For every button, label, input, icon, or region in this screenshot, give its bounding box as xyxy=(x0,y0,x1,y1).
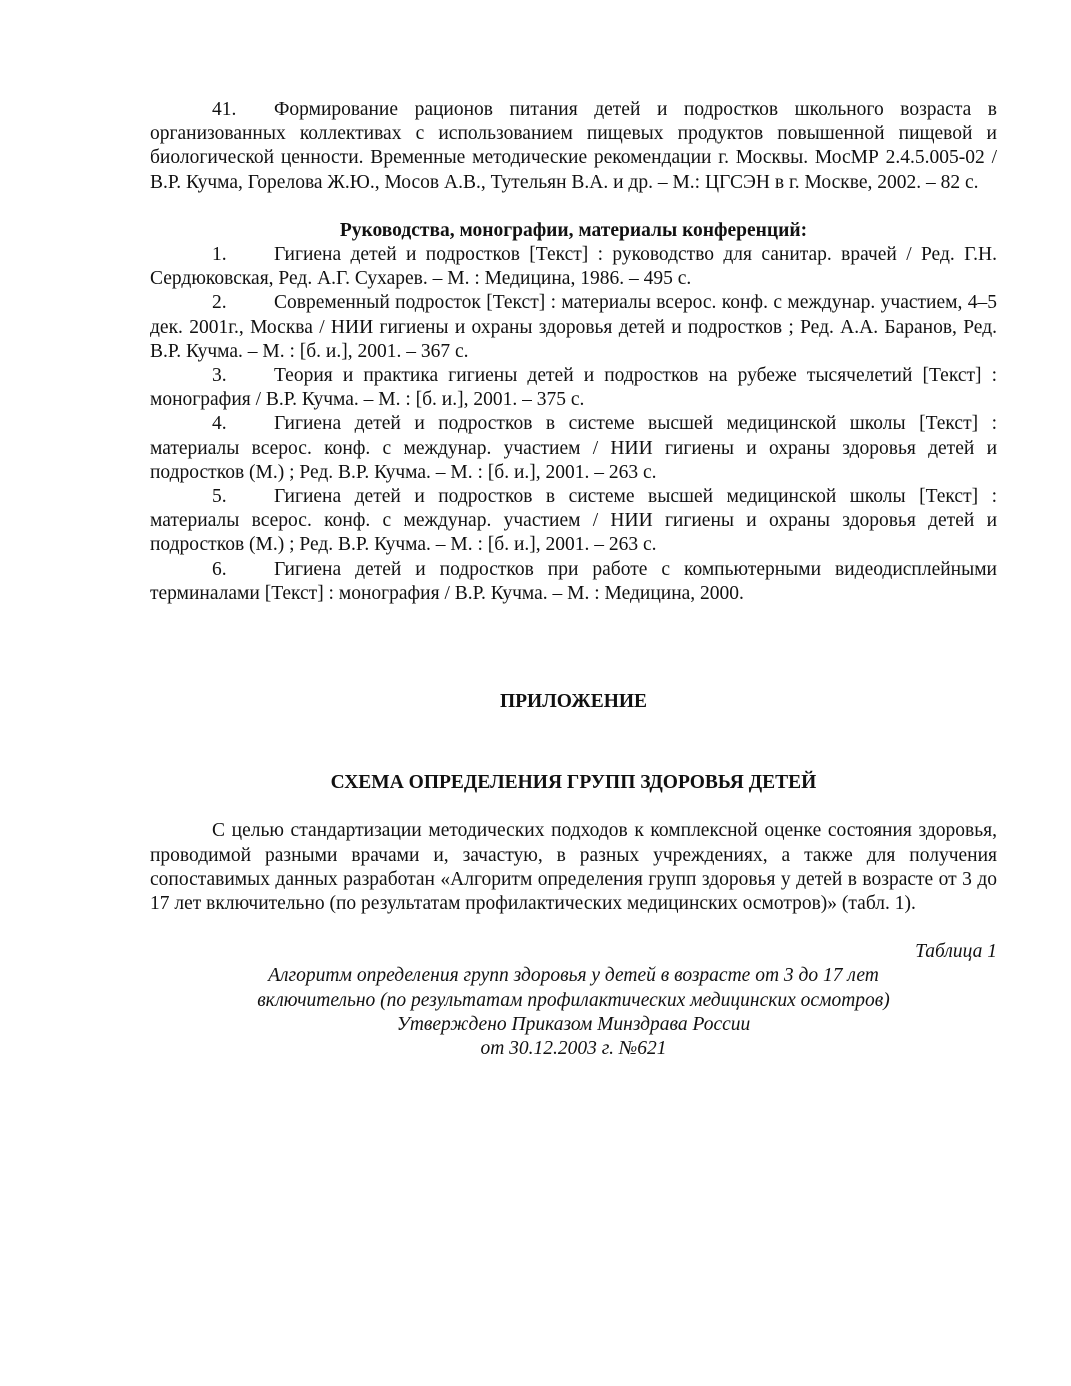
guide-text: Современный подросток [Текст] : материалы всерос. конф. с междунар. участием, 4–5 дек. 2001г., Москва / НИИ гигиены и охраны здоровья детей и подростков ; Ред. А.А. Баранов, Ред. В.Р. Кучма. – М. : [б. и.], 2001. – 367 с. xyxy=(150,292,997,362)
guide-number: 2. xyxy=(212,292,227,314)
reference-number: 41. xyxy=(212,99,237,120)
guide-text: Гигиена детей и подростков в системе высшей медицинской школы [Текст] : материалы всерос. конф. с междунар. участием / НИИ гигиены и охраны здоровья детей и подростков (М.) ; Ред. В.Р. Кучма. – М. : [б. и.], 2001. – 263 с. xyxy=(150,413,997,483)
guide-text: Гигиена детей и подростков в системе высшей медицинской школы [Текст] : материалы всерос. конф. с междунар. участием / НИИ гигиены и охраны здоровья детей и подростков (М.) ; Ред. В.Р. Кучма. – М. : [б. и.], 2001. – 263 с. xyxy=(150,486,997,556)
guide-text: Теория и практика гигиены детей и подростков на рубеже тысячелетий [Текст] : монография / В.Р. Кучма. – М. : [б. и.], 2001. – 375 с. xyxy=(150,365,997,411)
table-label: Таблица 1 xyxy=(915,941,997,963)
guide-entry-6 xyxy=(150,558,997,606)
reference-entry-41 xyxy=(150,98,997,195)
reference-text: Формирование рационов питания детей и подростков школьного возраста в организованных коллективах с использованием пищевых продуктов повышенной пищевой и биологической ценности. Временные методические рекомендации г. Москвы. МосМР 2.4.5.005-02 / В.Р. Кучма, Горелова Ж.Ю., Мосов А.В., Тутельян В.А. и др. – М.: ЦГСЭН в г. Москве, 2002. – 82 с. xyxy=(150,99,997,193)
caption-line-3: Утверждено Приказом Минздрава России xyxy=(396,1013,751,1035)
appendix-paragraph: С целью стандартизации методических подходов к комплексной оценке состояния здоровья, проводимой разными врачами и, зачастую, в разных учреждениях, а также для получения сопоставимых данных разработан «Алгоритм определения групп здоровья у детей в возрасте от 3 до 17 лет включительно (по результатам профилактических медицинских осмотров)» (табл. 1). xyxy=(150,820,997,915)
table-caption xyxy=(150,964,997,1061)
guide-number: 3. xyxy=(212,365,227,387)
guide-number: 5. xyxy=(212,486,227,508)
guide-number: 1. xyxy=(212,244,227,266)
guide-entry-1 xyxy=(150,243,997,291)
appendix-subtitle: СХЕМА ОПРЕДЕЛЕНИЯ ГРУПП ЗДОРОВЬЯ ДЕТЕЙ xyxy=(330,772,817,794)
document-page xyxy=(150,98,997,1061)
guide-text: Гигиена детей и подростков при работе с компьютерными видеодисплейными терминалами [Текст] : монография / В.Р. Кучма. – М. : Медицина, 2000. xyxy=(150,558,997,604)
guide-entry-3 xyxy=(150,364,997,412)
caption-line-1: Алгоритм определения групп здоровья у детей в возрасте от 3 до 17 лет xyxy=(268,965,879,987)
guide-number: 6. xyxy=(212,558,227,580)
guide-entry-2 xyxy=(150,291,997,364)
appendix-title: ПРИЛОЖЕНИЕ xyxy=(499,691,648,713)
caption-line-4: от 30.12.2003 г. №621 xyxy=(480,1038,667,1060)
guide-text: Гигиена детей и подростков [Текст] : руководство для санитар. врачей / Ред. Г.Н. Сердюковская, Ред. А.Г. Сухарев. – М. : Медицина, 1986. – 495 с. xyxy=(150,244,997,290)
guide-entry-4 xyxy=(150,412,997,485)
caption-line-2: включительно (по результатам профилактических медицинских осмотров) xyxy=(257,989,890,1011)
guides-heading: Руководства, монографии, материалы конференций: xyxy=(339,219,808,241)
guide-number: 4. xyxy=(212,413,227,435)
guide-entry-5 xyxy=(150,485,997,558)
